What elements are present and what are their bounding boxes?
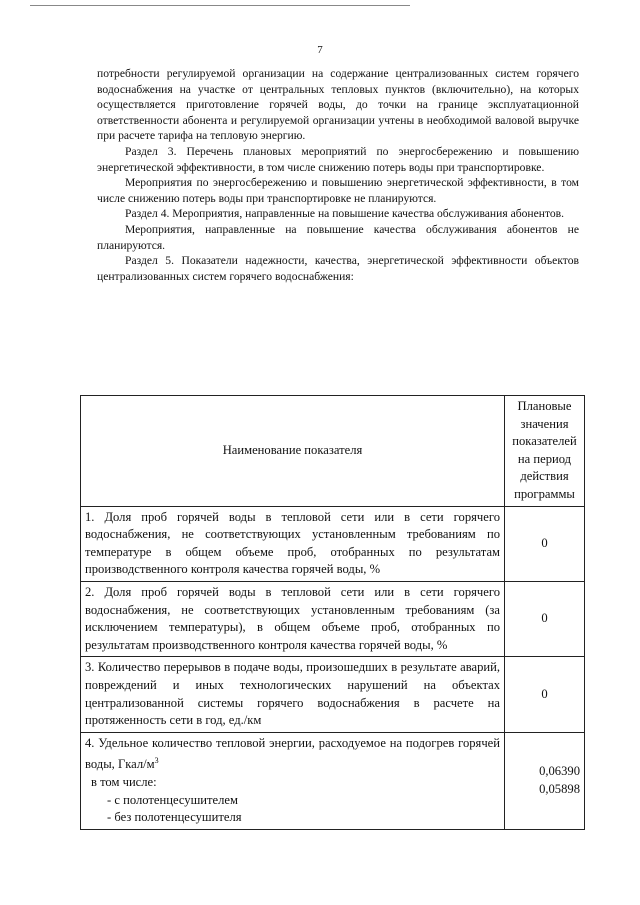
section-4-heading: Раздел 4. Мероприятия, направленные на повышение качества обслуживания абонентов. [125,207,565,221]
paragraph: потребности регулируемой организации на содержание централизованных систем горячего водоснабжения на участке от центральных тепловых пунктов (включительно), на которых осуществляется приготовление горячей воды, до точки на границе эксплуатационной ответственности абонента и регулируемой организации учтены в необходимой валовой выручке при расчете тарифа на тепловую энергию. [97,67,579,143]
section-5-heading: Раздел 5. Показатели надежности, качества, энергетической эффективности объектов централизованных систем горячего водоснабжения: [97,254,579,283]
indicator-name: 2. Доля проб горячей воды в тепловой сети или в сети горячего водоснабжения, не соответствующих установленным требованиям (за исключением температуры), в общем объеме проб, отобранных по результатам производственного контроля качества горячей воды, % [81,581,505,656]
row4-including: в том числе: [91,775,157,790]
table-header-row [81,396,585,507]
table-row [81,732,585,829]
indicator-value [505,732,585,829]
row4-sub1-label: - с полотенцесушителем [107,792,238,807]
section-3-heading: Раздел 3. Перечень плановых мероприятий по энергосбережению и повышению энергетической эффективности, в том числе снижению потерь воды при транспортировке. [97,144,579,174]
indicator-name [81,732,505,829]
indicator-value: 0 [505,506,585,581]
paragraph: Мероприятия по энергосбережению и повышению энергетической эффективности, в том числе снижению потерь воды при транспортировке не планируются. [97,176,579,205]
indicator-value: 0 [505,581,585,656]
row4-title: 4. Удельное количество тепловой энергии, расходуемое на подогрев горячей воды, Гкал/м [85,735,500,772]
indicator-name: 3. Количество перерывов в подаче воды, произошедших в результате аварий, повреждений и иных технологических нарушений на объектах централизованной системы горячего водоснабжения в расчете на протяженность сети в год, ед./км [81,657,505,732]
indicators-table [80,395,585,830]
body-text [97,66,579,284]
top-rule [30,5,410,6]
page-number: 7 [317,44,323,56]
header-planned-values: Плановые значения показателей на период действия программы [505,396,585,507]
header-indicator-name: Наименование показателя [81,396,505,507]
table-row [81,657,585,732]
row4-sub1-value: 0,06390 [539,764,580,779]
row4-sub2-value: 0,05898 [539,781,580,796]
paragraph: Мероприятия, направленные на повышение качества обслуживания абонентов не планируются. [97,222,579,252]
indicator-name: 1. Доля проб горячей воды в тепловой сети или в сети горячего водоснабжения, не соответствующих установленным требованиям по температуре в общем объеме проб, отобранных по результатам производственного контроля качества горячей воды, % [81,506,505,581]
table-row [81,506,585,581]
unit-exponent: 3 [154,756,159,766]
row4-sub2-label: - без полотенцесушителя [107,810,242,825]
table-row [81,581,585,656]
indicator-value: 0 [505,657,585,732]
